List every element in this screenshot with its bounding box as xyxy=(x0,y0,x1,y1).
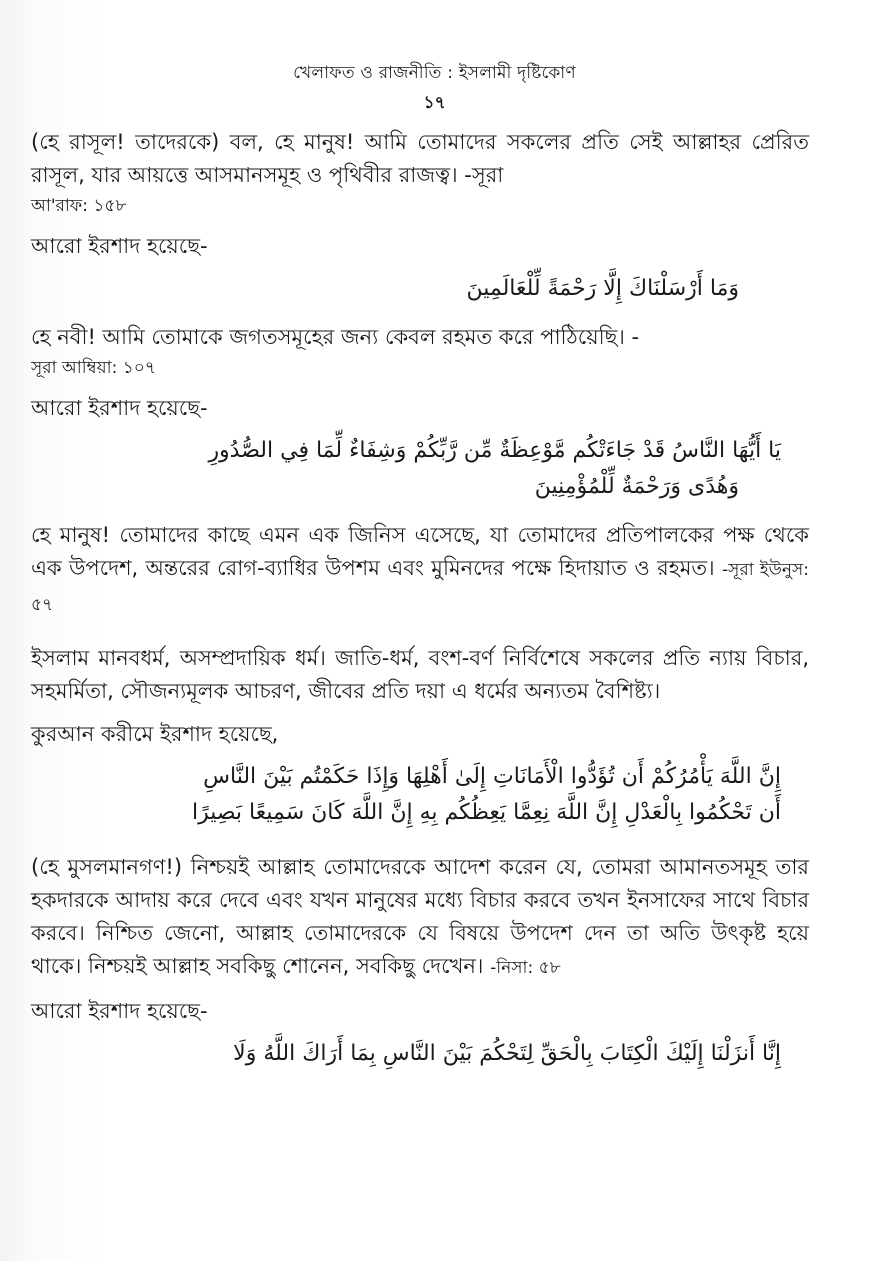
arabic-verse-2-line-1: يَا أَيُّهَا النَّاسُ قَدْ جَاءَتْكُم مَّوْعِظَةٌ مِّن رَّبِّكُمْ وَشِفَاءٌ لِّمَا فِي الصُّدُورِ xyxy=(208,438,781,463)
intro-line-2: আরো ইরশাদ হয়েছে- xyxy=(31,396,208,420)
paragraph-3-citation: -সূরা ইউনুস: ৫৭ xyxy=(31,560,809,615)
arabic-verse-2-line-2: وَهُدًى وَرَحْمَةٌ لِّلْمُؤْمِنِينَ xyxy=(534,474,739,499)
paragraph-4 xyxy=(31,642,809,708)
intro-line-3: কুরআন করীমে ইরশাদ হয়েছে, xyxy=(31,722,279,746)
intro-line-4: আরো ইরশাদ হয়েছে- xyxy=(31,999,208,1023)
arabic-verse-3-line-1: إِنَّ اللَّهَ يَأْمُرُكُمْ أَن تُؤَدُّوا الْأَمَانَاتِ إِلَىٰ أَهْلِهَا وَإِذَا حَكَمْتُم بَيْنَ النَّاسِ xyxy=(203,764,781,789)
page-body xyxy=(31,126,809,1072)
page-number: ১৭ xyxy=(423,93,446,113)
arabic-verse-3-line-2: أَن تَحْكُمُوا بِالْعَدْلِ إِنَّ اللَّهَ نِعِمَّا يَعِظُكُم بِهِ إِنَّ اللَّهَ كَانَ سَمِيعًا بَصِيرًا xyxy=(191,800,781,825)
paragraph-2 xyxy=(31,321,809,354)
running-title: খেলাফত ও রাজনীতি : ইসলামী দৃষ্টিকোণ xyxy=(293,63,576,83)
paragraph-5-text: (হে মুসলমানগণ!) নিশ্চয়ই আল্লাহ তোমাদেরকে আদেশ করেন যে, তোমরা আমানতসমূহ তার হকদারকে আদায় করে দেবে এবং যখন মানুষের মধ্যে বিচার করবে তখন ইনসাফের সাথে বিচার করবে। নিশ্চিত জেনো, আল্লাহ তোমাদেরকে যে বিষয়ে উপদেশ দেন তা অতি উৎকৃষ্ট হয়ে থাকে। নিশ্চয়ই আল্লাহ সবকিছু শোনেন, সবকিছু দেখেন। xyxy=(31,855,809,978)
paragraph-4-text: ইসলাম মানবধর্ম, অসম্প্রদায়িক ধর্ম। জাতি-ধর্ম, বংশ-বর্ণ নির্বিশেষে সকলের প্রতি ন্যায় বিচার, সহমর্মিতা, সৌজন্যমূলক আচরণ, জীবের প্রতি দয়া এ ধর্মের অন্যতম বৈশিষ্ট্য। xyxy=(31,646,809,703)
paragraph-1 xyxy=(31,126,809,192)
paragraph-1-citation: আ'রাফ: ১৫৮ xyxy=(31,196,127,216)
paragraph-5 xyxy=(31,851,809,985)
paragraph-2-text: হে নবী! আমি তোমাকে জগতসমূহের জন্য কেবল রহমত করে পাঠিয়েছি। - xyxy=(31,325,640,349)
paragraph-2-citation: সূরা আম্বিয়া: ১০৭ xyxy=(31,358,156,378)
paragraph-3 xyxy=(31,519,809,622)
arabic-verse-4: إِنَّا أَنزَلْنَا إِلَيْكَ الْكِتَابَ بِالْحَقِّ لِتَحْكُمَ بَيْنَ النَّاسِ بِمَا أَرَاكَ اللَّهُ وَلَا xyxy=(233,1041,781,1066)
paragraph-5-citation: -নিসা: ৫৮ xyxy=(490,958,561,978)
intro-line-1: আরো ইরশাদ হয়েছে- xyxy=(31,234,208,258)
paragraph-3-text: হে মানুষ! তোমাদের কাছে এমন এক জিনিস এসেছে, যা তোমাদের প্রতিপালকের পক্ষ থেকে এক উপদেশ, অন্তরের রোগ-ব্যাধির উপশম এবং মুমিনদের পক্ষে হিদায়াত ও রহমত। xyxy=(31,523,809,580)
arabic-verse-1: وَمَا أَرْسَلْنَاكَ إِلَّا رَحْمَةً لِّلْعَالَمِينَ xyxy=(466,276,739,301)
paragraph-1-text: (হে রাসূল! তাদেরকে) বল, হে মানুষ! আমি তোমাদের সকলের প্রতি সেই আল্লাহর প্রেরিত রাসূল, যার আয়ত্তে আসমানসমূহ ও পৃথিবীর রাজত্ব। -সূরা xyxy=(31,130,809,187)
